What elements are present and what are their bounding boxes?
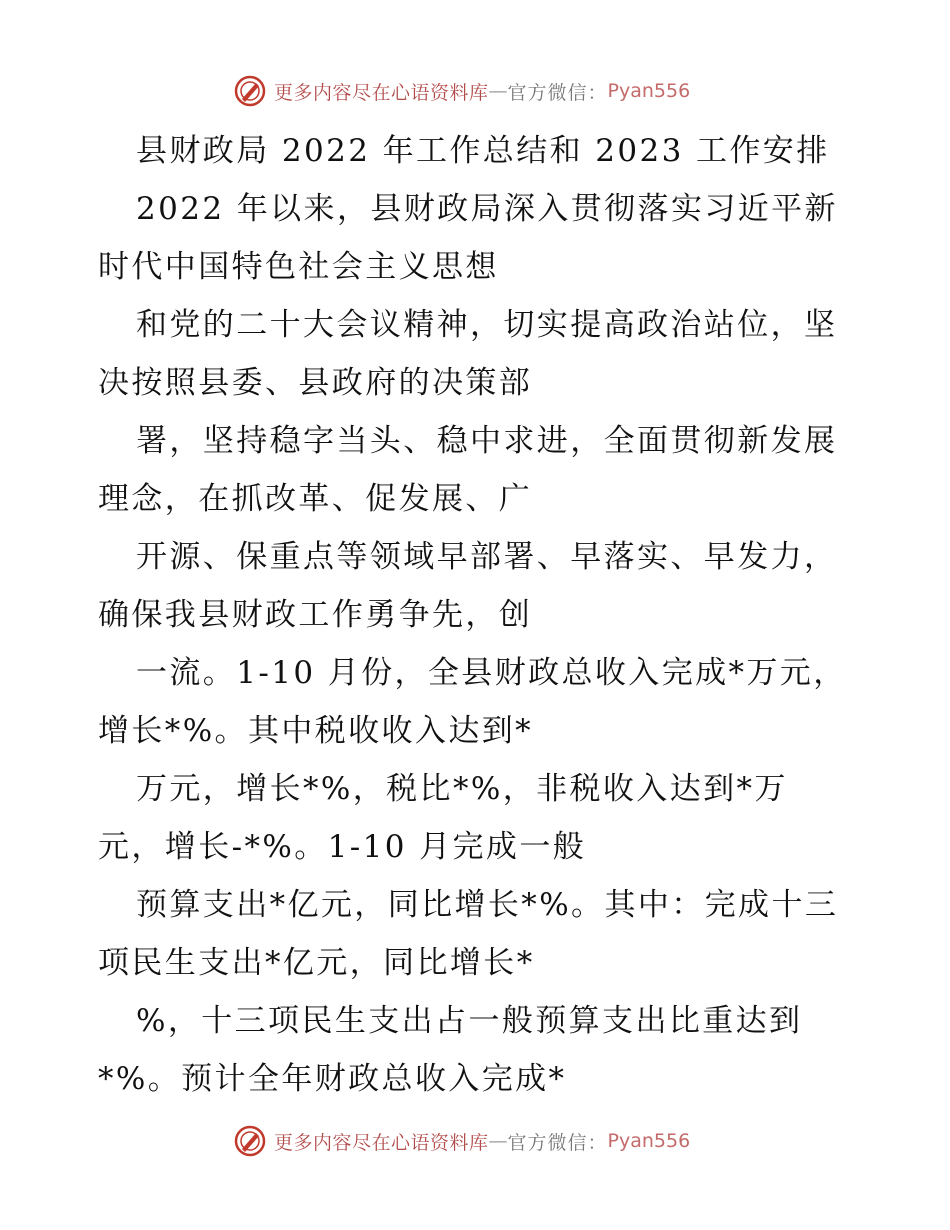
body-line: 和党的二十大会议精神，切实提高政治站位，坚 bbox=[136, 307, 838, 343]
body-line: 一流。1-10 月份，全县财政总收入完成*万元， bbox=[136, 655, 847, 691]
body-line: 理念，在抓改革、促发展、广 bbox=[98, 481, 533, 517]
body-line: 增长*%。其中税收收入达到* bbox=[98, 713, 534, 749]
banner-wechat-label: 官方微信： bbox=[507, 1131, 608, 1154]
body-line: 开源、保重点等领域早部署、早落实、早发力， bbox=[136, 539, 838, 575]
body-line: 预算支出*亿元，同比增长*%。其中：完成十三 bbox=[136, 887, 839, 923]
body-line: 决按照县委、县政府的决策部 bbox=[98, 365, 533, 401]
brand-logo-icon bbox=[234, 1125, 266, 1157]
banner-wechat-label: 官方微信： bbox=[507, 81, 608, 104]
banner-site-text: 更多内容尽在心语资料库 bbox=[274, 1131, 489, 1154]
banner-dash: — bbox=[488, 80, 508, 102]
body-line: *%。预计全年财政总收入完成* bbox=[98, 1061, 567, 1097]
footer-banner bbox=[234, 1124, 690, 1158]
body-line: 确保我县财政工作勇争先，创 bbox=[98, 597, 533, 633]
document-title: 县财政局 2022 年工作总结和 2023 工作安排 bbox=[136, 133, 830, 169]
header-banner bbox=[234, 74, 690, 108]
body-line: 元，增长-*%。1-10 月完成一般 bbox=[98, 829, 587, 865]
body-line: %，十三项民生支出占一般预算支出比重达到 bbox=[136, 1003, 803, 1039]
banner-dash: — bbox=[488, 1130, 508, 1152]
banner-site-text: 更多内容尽在心语资料库 bbox=[274, 81, 489, 104]
banner-wechat-id: Pyan556 bbox=[607, 80, 691, 102]
banner-wechat-id: Pyan556 bbox=[607, 1130, 691, 1152]
brand-logo-icon bbox=[234, 75, 266, 107]
body-line: 署，坚持稳字当头、稳中求进，全面贯彻新发展 bbox=[136, 423, 838, 459]
body-line: 2022 年以来，县财政局深入贯彻落实习近平新 bbox=[136, 191, 838, 227]
body-line: 万元，增长*%，税比*%，非税收入达到*万 bbox=[136, 771, 788, 807]
document-body bbox=[98, 122, 858, 1108]
body-line: 项民生支出*亿元，同比增长* bbox=[98, 945, 535, 981]
body-line: 时代中国特色社会主义思想 bbox=[98, 249, 499, 285]
